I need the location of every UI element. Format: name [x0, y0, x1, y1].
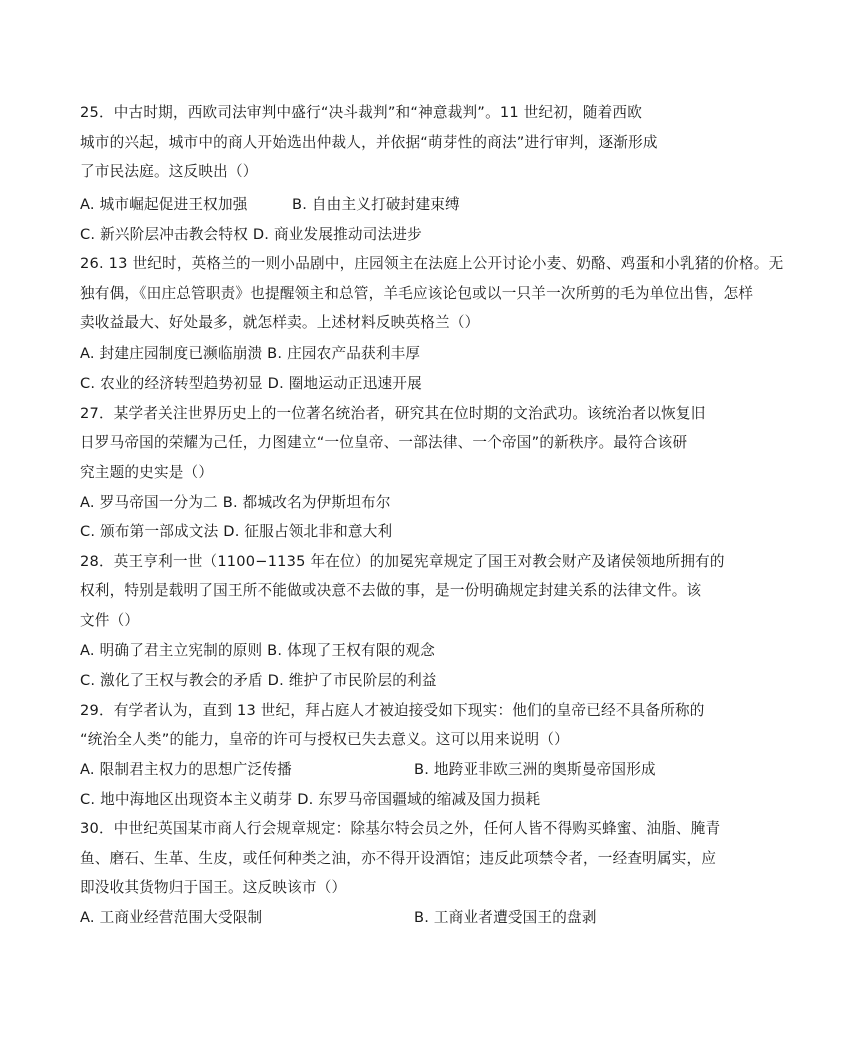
q28-option-ab: A. 明确了君主立宪制的原则 B. 体现了王权有限的观念: [80, 642, 436, 659]
q25-option-b: B. 自由主义打破封建束缚: [292, 196, 460, 213]
q30-stem-line-1: 30．中世纪英国某市商人行会规章规定：除基尔特会员之外，任何人皆不得购买蜂蜜、油脂、腌青: [80, 820, 721, 837]
q25-option-cd: C. 新兴阶层冲击教会特权 D. 商业发展推动司法进步: [80, 226, 422, 243]
q28-stem-line-3: 文件（）: [80, 612, 140, 629]
q29-option-cd: C. 地中海地区出现资本主义萌芽 D. 东罗马帝国疆域的缩减及国力损耗: [80, 791, 541, 808]
q27-option-cd: C. 颁布第一部成文法 D. 征服占领北非和意大利: [80, 523, 393, 540]
q25-stem-line-2: 城市的兴起，城市中的商人开始选出仲裁人，并依据“萌芽性的商法”进行审判，逐渐形成: [80, 134, 658, 151]
q27-stem-line-1: 27．某学者关注世界历史上的一位著名统治者，研究其在位时期的文治武功。该统治者以恢复旧: [80, 405, 706, 422]
q26-stem-line-3: 卖收益最大、好处最多，就怎样卖。上述材料反映英格兰（）: [80, 314, 480, 331]
q28-stem-line-2: 权利，特别是载明了国王所不能做或决意不去做的事，是一份明确规定封建关系的法律文件。该: [80, 582, 702, 599]
q26-option-cd: C. 农业的经济转型趋势初显 D. 圈地运动正迅速开展: [80, 375, 422, 392]
q26-stem-line-2: 独有偶，《田庄总管职责》也提醒领主和总管，羊毛应该论包或以一只羊一次所剪的毛为单位出售，怎样: [80, 285, 754, 302]
q29-option-a: A. 限制君主权力的思想广泛传播: [80, 761, 292, 778]
q27-option-ab: A. 罗马帝国一分为二 B. 都城改名为伊斯坦布尔: [80, 494, 391, 511]
q30-option-b: B. 工商业者遭受国王的盘剥: [414, 909, 597, 926]
q27-stem-line-3: 究主题的史实是（）: [80, 464, 214, 481]
q26-stem-line-1: 26. 13 世纪时，英格兰的一则小品剧中，庄园领主在法庭上公开讨论小麦、奶酪、鸡蛋和小乳猪的价格。无: [80, 255, 784, 272]
q30-stem-line-2: 鱼、磨石、生革、生皮，或任何种类之油，亦不得开设酒馆；违反此项禁令者，一经查明属实，应: [80, 850, 717, 867]
q29-stem-line-1: 29．有学者认为，直到 13 世纪，拜占庭人才被迫接受如下现实：他们的皇帝已经不具备所称的: [80, 702, 705, 719]
q26-option-ab: A. 封建庄园制度已濒临崩溃 B. 庄园农产品获利丰厚: [80, 345, 421, 362]
q25-stem-line-3: 了市民法庭。这反映出（）: [80, 163, 258, 180]
q29-option-b: B. 地跨亚非欧三洲的奥斯曼帝国形成: [414, 761, 656, 778]
q30-stem-line-3: 即没收其货物归于国王。这反映该市（）: [80, 879, 347, 896]
q29-stem-line-2: “统治全人类”的能力，皇帝的许可与授权已失去意义。这可以用来说明（）: [80, 731, 569, 748]
q28-stem-line-1: 28．英王亨利一世（1100−1135 年在位）的加冕宪章规定了国王对教会财产及诸侯领地所拥有的: [80, 553, 725, 570]
q30-option-a: A. 工商业经营范围大受限制: [80, 909, 263, 926]
q25-option-a: A. 城市崛起促进王权加强: [80, 196, 248, 213]
q25-stem-line-1: 25．中古时期，西欧司法审判中盛行“决斗裁判”和“神意裁判”。11 世纪初，随着西欧: [80, 104, 643, 121]
q27-stem-line-2: 日罗马帝国的荣耀为己任，力图建立“一位皇帝、一部法律、一个帝国”的新秩序。最符合该研: [80, 434, 688, 451]
q28-option-cd: C. 激化了王权与教会的矛盾 D. 维护了市民阶层的利益: [80, 672, 437, 689]
